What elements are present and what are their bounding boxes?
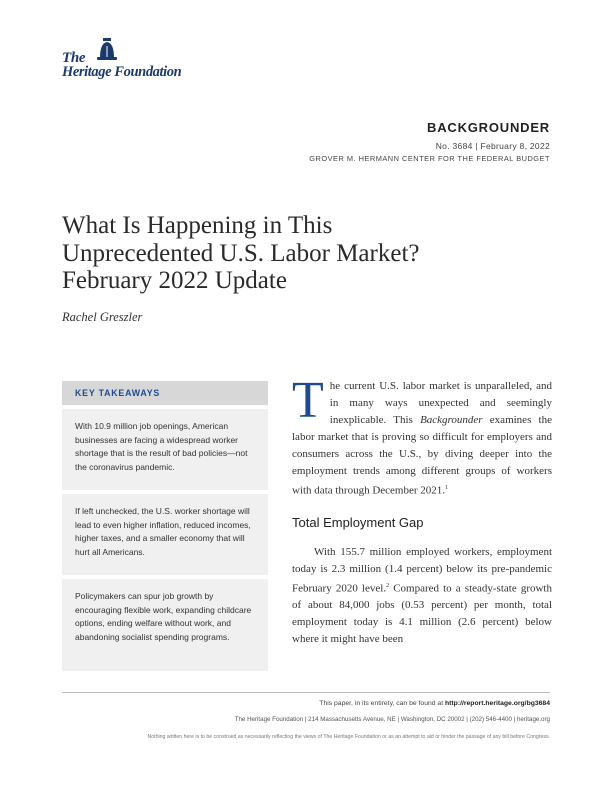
intro-text-part1: he current U.S. labor market is unparalleled, and in many ways unexpected and seemingly inexplicable. This [329,380,552,426]
page-title: What Is Happening in This Unprecedented U.S. Labor Market? February 2022 Update [62,212,420,294]
takeaway-item: With 10.9 million job openings, American businesses are facing a widespread worker shortage that is the result of bad policies—not the coronavirus pandemic. [62,409,268,490]
intro-italic-term: Backgrounder [420,414,483,426]
footer-url-line [319,700,550,707]
liberty-bell-icon [94,38,120,62]
takeaway-item: If left unchecked, the U.S. worker shortage will lead to even higher inflation, reduced incomes, higher taxes, and a smaller economy that will hurt all Americans. [62,494,268,575]
intro-text-part2: examines the labor market that is proving so difficult for employers and consumers across the U.S., by diving deeper into the employment trends among different groups of workers with data through December 2021. [292,414,552,497]
logo-name-text: Heritage Foundation [62,64,182,80]
report-type: BACKGROUNDER [427,120,550,135]
key-takeaways-panel [62,381,268,671]
footer-divider [62,692,550,693]
report-center: GROVER M. HERMANN CENTER FOR THE FEDERAL BUDGET [309,154,550,163]
key-takeaways-heading: KEY TAKEAWAYS [62,381,268,405]
footer-disclaimer: Nothing written here is to be construed as necessarily reflecting the views of The Heritage Foundation or as an attempt to aid or hinder the passage of any bill before Congress. [147,734,550,740]
para2-text-part1: With 155.7 million employed workers, employment today is 2.3 million (1.4 percent) below its pre-pandemic February 2020 level. [292,545,552,595]
drop-cap: T [292,372,324,429]
report-number-date: No. 3684 | February 8, 2022 [435,141,550,151]
section-heading: Total Employment Gap [292,514,424,530]
footer-address: The Heritage Foundation | 214 Massachusetts Avenue, NE | Washington, DC 20002 | (202) 546-4400 | heritage.org [234,716,550,723]
author-name: Rachel Greszler [62,310,143,324]
para2-text-part2: Compared to a steady-state growth of about 84,000 jobs (0.53 percent) per month, total employment today is 4.1 million (2.6 percent) below where it might have been [292,582,552,646]
body-column [292,372,552,648]
logo-the-text: The [62,50,86,66]
footnote-ref[interactable]: 2 [386,582,390,589]
intro-paragraph [292,372,552,500]
body-paragraph [292,544,552,649]
footer-url-prefix: This paper, in its entirety, can be found at [319,700,445,707]
takeaway-item: Policymakers can spur job growth by encouraging flexible work, expanding childcare options, ending welfare without work, and abandoning socialist spending programs. [62,579,268,671]
heritage-logo [62,38,212,84]
footnote-ref[interactable]: 1 [445,485,449,491]
report-link[interactable]: http://report.heritage.org/bg3684 [445,700,550,707]
